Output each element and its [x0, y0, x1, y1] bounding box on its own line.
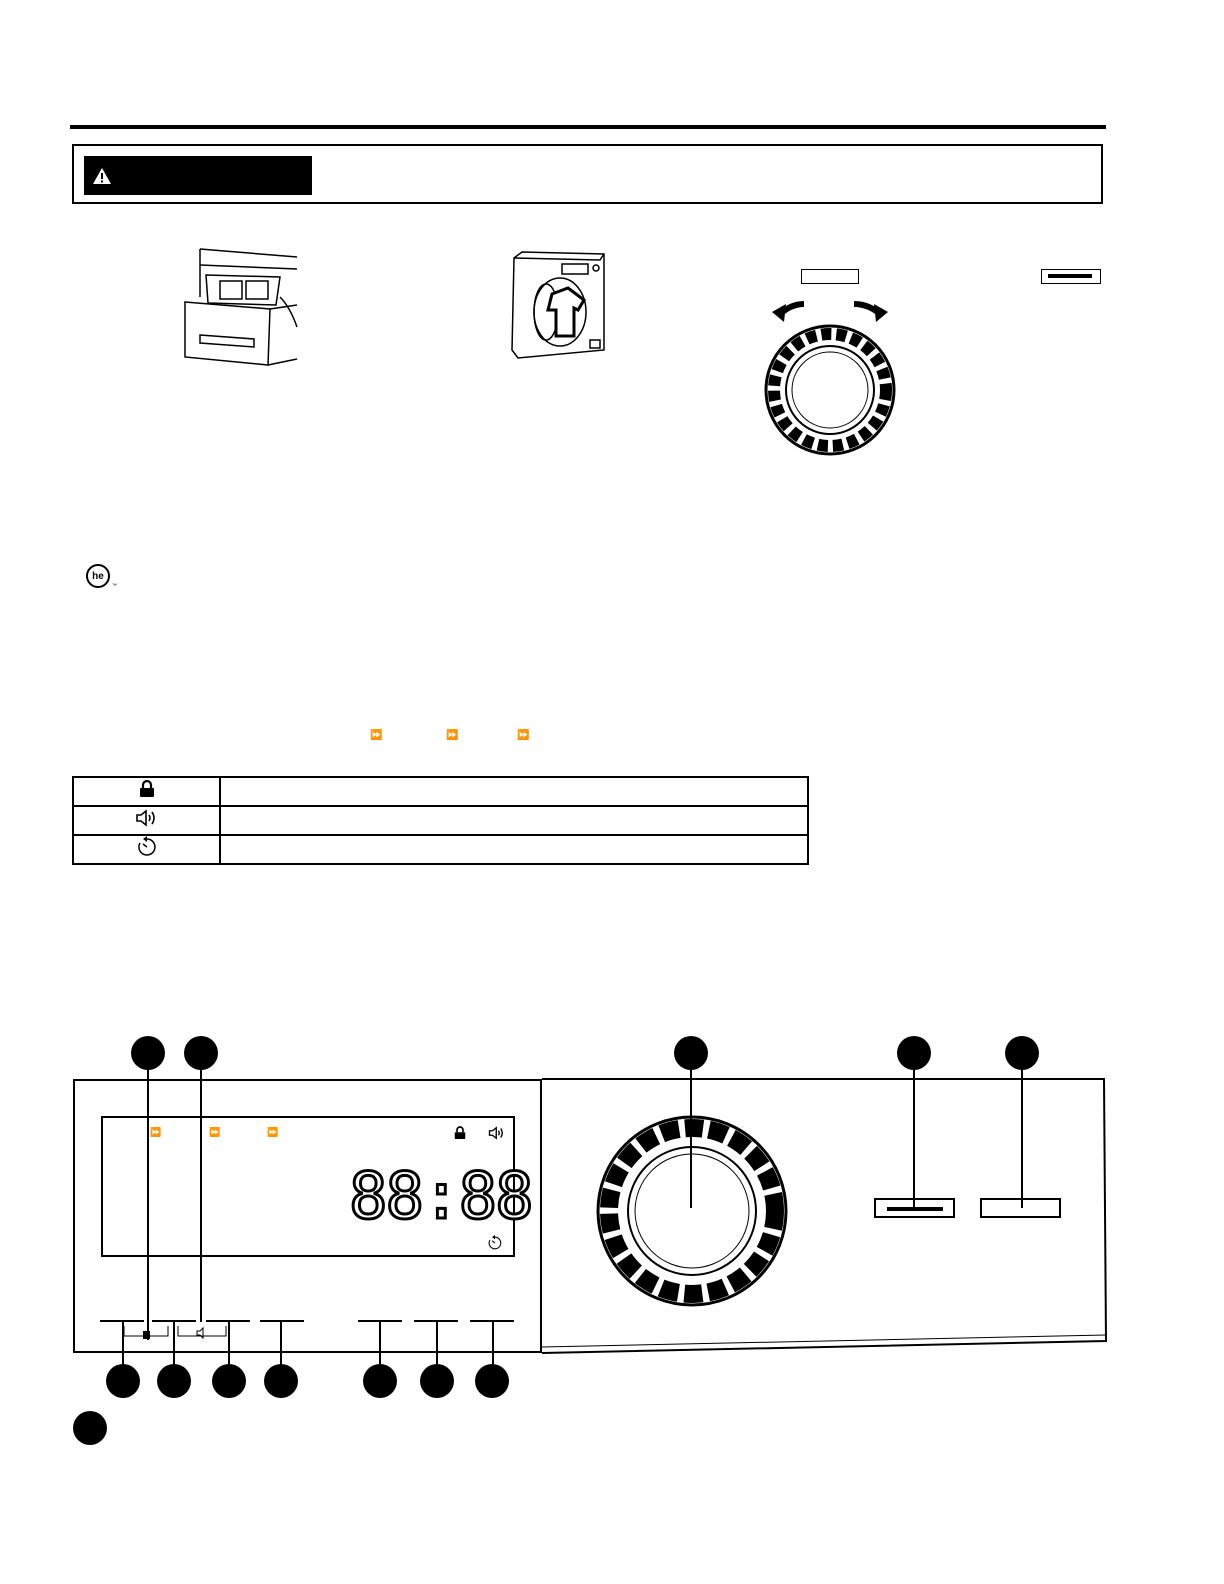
time-readout: 88:88: [349, 1160, 532, 1234]
table-row: [73, 806, 808, 835]
callout-marker: [212, 1364, 246, 1398]
fast-forward-icon: ⏩: [209, 1127, 221, 1137]
combo-brackets: [120, 1326, 232, 1344]
leader-line: [173, 1320, 175, 1366]
sound-description: [220, 806, 808, 835]
cycle-dial-icon: [760, 292, 900, 462]
callout-marker: [157, 1364, 191, 1398]
warning-triangle-icon: [92, 167, 112, 185]
he-logo: [86, 563, 116, 589]
delay-timer-icon: [487, 1235, 503, 1251]
leader-line: [1021, 1068, 1023, 1208]
fast-forward-icon: ⏩: [150, 1127, 162, 1137]
option-button-4[interactable]: [260, 1320, 304, 1322]
fast-forward-icon: ⏩: [517, 730, 530, 741]
leader-line: [690, 1068, 692, 1208]
callout-marker: [73, 1411, 107, 1445]
leader-line: [492, 1320, 494, 1366]
callout-marker: [363, 1364, 397, 1398]
callout-marker: [674, 1036, 708, 1070]
section-divider: [70, 125, 1106, 129]
lock-icon: [454, 1126, 466, 1140]
dispenser-illustration: [180, 247, 300, 367]
start-button-icon: [801, 269, 859, 284]
lock-description: [220, 777, 808, 806]
callout-marker: [475, 1364, 509, 1398]
fast-forward-icon: ⏩: [267, 1127, 279, 1137]
callout-marker: [131, 1036, 165, 1070]
callout-marker: [897, 1036, 931, 1070]
lock-icon: [139, 780, 155, 798]
svg-text:he: he: [92, 571, 104, 582]
leader-line: [280, 1320, 282, 1366]
leader-line: [147, 1068, 149, 1340]
power-button-icon: [1041, 269, 1101, 284]
warning-box: [72, 144, 1103, 204]
speaker-icon: [488, 1126, 506, 1140]
cycle-selector-dial[interactable]: [596, 1115, 788, 1307]
washer-loading-illustration: [510, 250, 610, 360]
fast-forward-icon: ⏩: [370, 730, 383, 741]
callout-marker: [420, 1364, 454, 1398]
fast-forward-icon: ⏩: [446, 730, 459, 741]
leader-line: [228, 1320, 230, 1366]
callout-marker: [184, 1036, 218, 1070]
callout-marker: [264, 1364, 298, 1398]
display-icon-table: [72, 776, 809, 865]
table-row: [73, 835, 808, 864]
callout-marker: [1005, 1036, 1039, 1070]
callout-marker: [106, 1364, 140, 1398]
leader-line: [913, 1068, 915, 1208]
delay-timer-icon: [136, 836, 158, 858]
leader-line: [200, 1068, 202, 1322]
warning-label: [84, 156, 312, 195]
leader-line: [122, 1320, 124, 1366]
lcd-display: [101, 1116, 532, 1257]
svg-text:™: ™: [112, 583, 117, 589]
table-row: [73, 777, 808, 806]
speaker-icon: [135, 809, 159, 827]
leader-line: [379, 1320, 381, 1366]
delay-description: [220, 835, 808, 864]
leader-line: [436, 1320, 438, 1366]
